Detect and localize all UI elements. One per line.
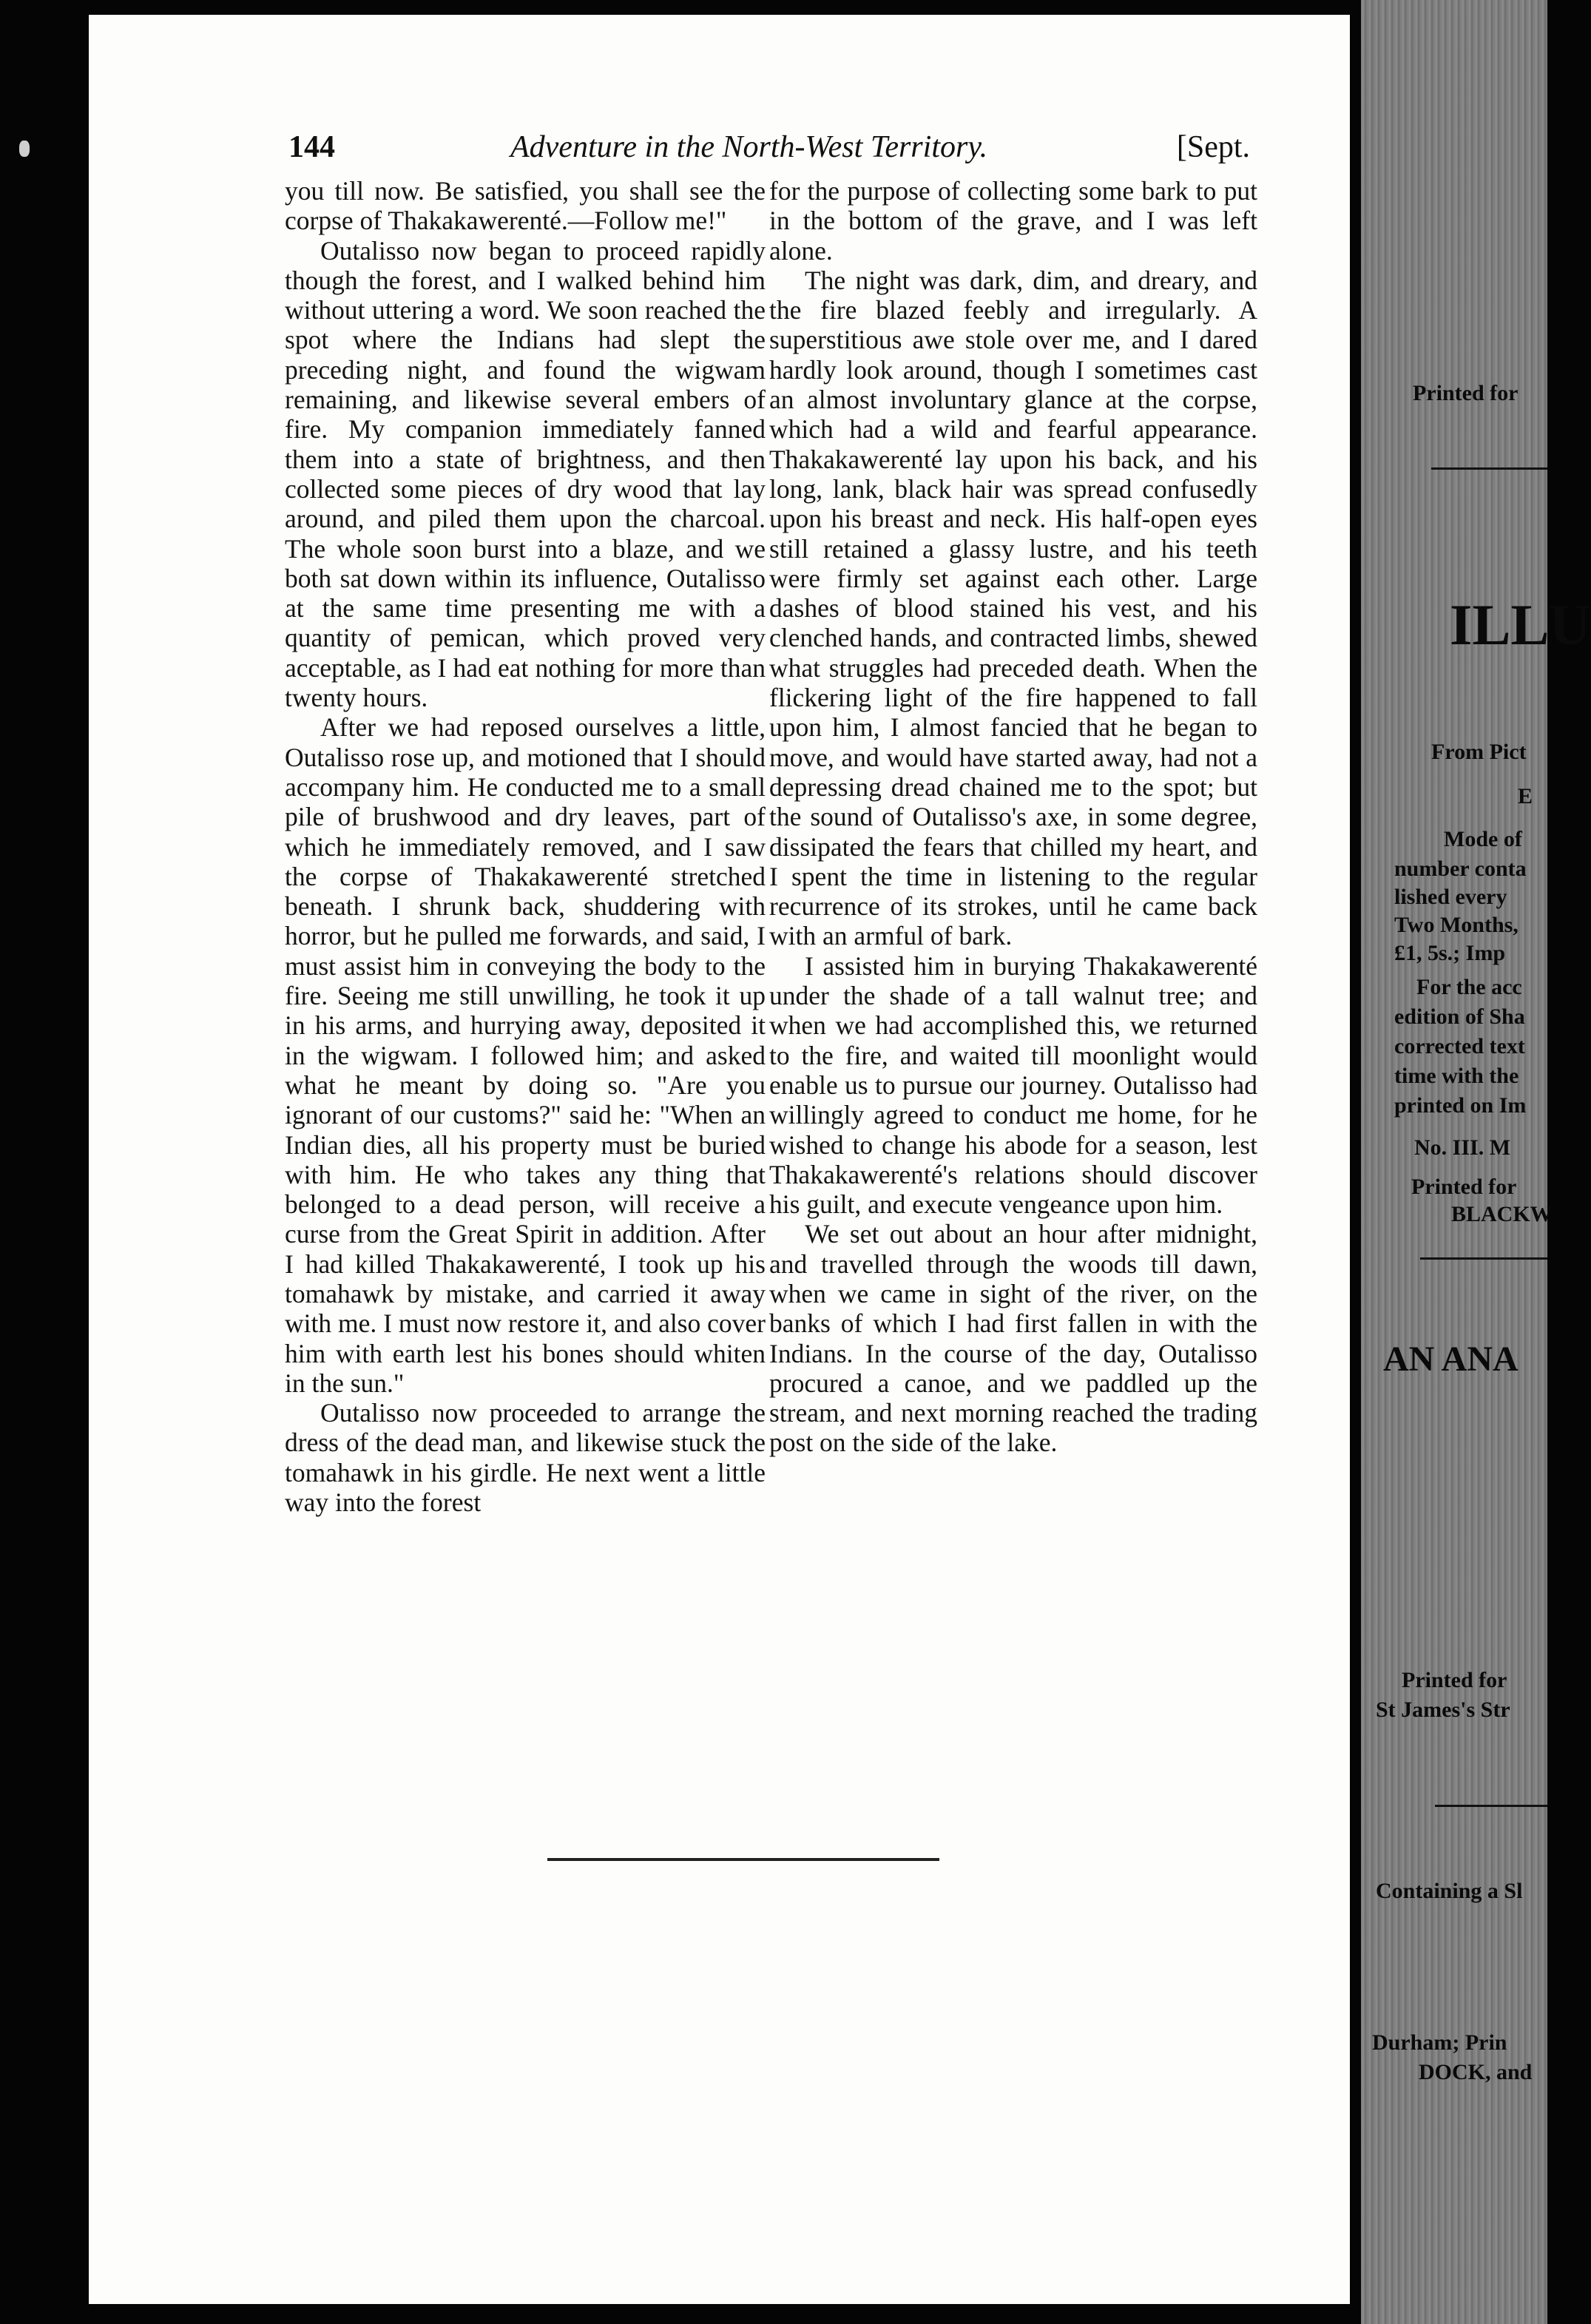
- adjacent-fragment: DOCK, and: [1419, 2060, 1533, 2084]
- paragraph: The night was dark, dim, and dreary, and the fire blazed feebly and irregularly. A superstitious awe stole over me, and I dared hardly look around, though I sometimes cast an almost involuntary glance at the corpse, which had a wild and fearful appearance. Thakakawerenté lay upon his back, and his long, lank, black hair was spread confusedly upon his breast and neck. His half-open eyes still retained a glassy lustre, and his teeth were firmly set against each other. Large dashes of blood stained his vest, and his clenched hands, and contracted limbs, shewed what struggles had preceded death. When the flickering light of the fire happened to fall upon him, I almost fancied that he began to move, and would have started away, had not a depressing dread chained me to the spot; but the sound of Outalisso's axe, in some degree, dissipated the fears that chilled my heart, and I spent the time in listening to the regular recurrence of its strokes, until he came back with an armful of bark.: [769, 265, 1257, 951]
- adjacent-fragment: £1, 5s.; Imp: [1394, 941, 1506, 965]
- adjacent-fragment: lished every: [1394, 885, 1507, 909]
- adjacent-fragment: ILLU: [1450, 592, 1591, 657]
- adjacent-fragment: No. III. M: [1414, 1135, 1511, 1160]
- paragraph: you till now. Be satisfied, you shall see the corpse of Thakakawerenté.—Follow me!": [285, 176, 766, 236]
- adjacent-fragment: Containing a Sl: [1376, 1879, 1523, 1903]
- adjacent-fragment: edition of Sha: [1394, 1004, 1525, 1029]
- paragraph: We set out about an hour after midnight, and travelled through the woods till dawn, when we came in sight of the river, on the banks of which I had first fallen in with the Indians. In the course of the day, Outalisso procured a canoe, and we paddled up the stream, and next morning reached the trading post on the side of the lake.: [769, 1219, 1257, 1458]
- issue-month: [Sept.: [1176, 130, 1250, 164]
- adjacent-fragment: Two Months,: [1394, 913, 1519, 937]
- adjacent-fragment: printed on Im: [1394, 1093, 1527, 1118]
- adjacent-fragment: From Pict: [1431, 740, 1527, 764]
- adjacent-fragment: Printed for: [1411, 1175, 1517, 1199]
- adjacent-fragment: E: [1518, 784, 1533, 808]
- paragraph: for the purpose of collecting some bark to put in the bottom of the grave, and I was left alone.: [769, 176, 1257, 266]
- adjacent-fragment: corrected text: [1394, 1034, 1525, 1058]
- adjacent-fragment: St James's Str: [1376, 1698, 1510, 1722]
- adjacent-fragment: BLACKW: [1451, 1202, 1553, 1226]
- adjacent-page: [1361, 0, 1591, 2324]
- adjacent-fragment: Printed for: [1402, 1668, 1507, 1692]
- adjacent-fragment: number conta: [1394, 857, 1527, 881]
- adjacent-fragment: Durham; Prin: [1372, 2030, 1507, 2055]
- end-rule: [547, 1858, 939, 1861]
- right-column: [769, 176, 1257, 1458]
- margin-mark: [19, 141, 30, 157]
- adjacent-fragment: Mode of: [1444, 827, 1522, 851]
- paragraph: Outalisso now began to proceed rapidly though the forest, and I walked behind him without uttering a word. We soon reached the spot where the Indians had slept the preceding night, and found the wigwam remaining, and likewise several embers of fire. My companion immediately fanned them into a state of brightness, and then collected some pieces of dry wood that lay around, and piled them upon the charcoal. The whole soon burst into a blaze, and we both sat down within its influence, Outalisso at the same time presenting me with a quantity of pemican, which proved very acceptable, as I had eat nothing for more than twenty hours.: [285, 235, 766, 713]
- running-title: Adventure in the North-West Territory.: [510, 130, 988, 164]
- paragraph: After we had reposed ourselves a little, Outalisso rose up, and motioned that I should accompany him. He conducted me to a small pile of brushwood and dry leaves, part of which he immediately removed, and I saw the corpse of Thakakawerenté stretched beneath. I shrunk back, shuddering with horror, but he pulled me forwards, and said, I must assist him in conveying the body to the fire. Seeing me still unwilling, he took it up in his arms, and hurrying away, deposited it in the wigwam. I followed him; and asked what he meant by doing so. "Are you ignorant of our customs?" said he: "When an Indian dies, all his property must be buried with him. He who takes any thing that belonged to a dead person, will receive a curse from the Great Spirit in addition. After I had killed Thakakawerenté, I took up his tomahawk by mistake, and carried it away with me. I must now restore it, and also cover him with earth lest his bones should whiten in the sun.": [285, 712, 766, 1398]
- adjacent-fragment: AN ANA: [1383, 1340, 1519, 1379]
- paragraph: Outalisso now proceeded to arrange the dress of the dead man, and likewise stuck the tomahawk in his girdle. He next went a little way into the forest: [285, 1398, 766, 1518]
- page-header: [288, 129, 1265, 174]
- adjacent-fragment: time with the: [1394, 1064, 1519, 1088]
- adjacent-fragment: Printed for: [1413, 381, 1519, 405]
- left-column: [285, 176, 766, 1517]
- adjacent-rule: [1435, 1805, 1547, 1807]
- page-number: 144: [288, 130, 335, 164]
- adjacent-rule: [1431, 467, 1547, 470]
- paragraph: I assisted him in burying Thakakawerenté under the shade of a tall walnut tree; and when we had accomplished this, we returned to the fire, and waited till moonlight would enable us to pursue our journey. Outalisso had willingly agreed to conduct me home, for he wished to change his abode for a season, lest Thakakawerenté's relations should discover his guilt, and execute vengeance upon him.: [769, 950, 1257, 1220]
- adjacent-rule: [1420, 1257, 1547, 1260]
- adjacent-fragment: For the acc: [1416, 975, 1522, 999]
